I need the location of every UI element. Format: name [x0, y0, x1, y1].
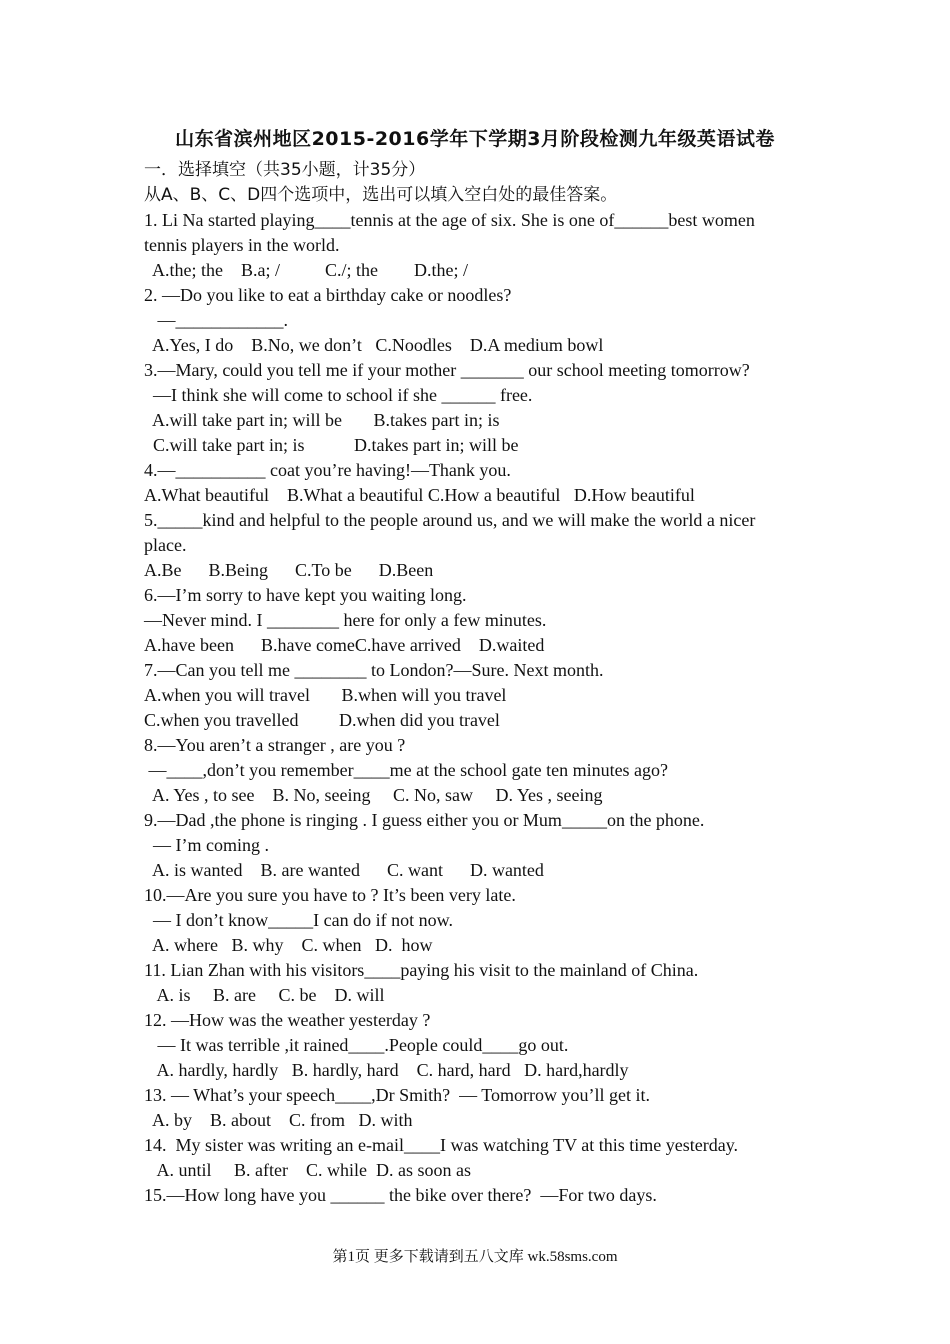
question-line: 6.—I’m sorry to have kept you waiting long.: [144, 585, 467, 605]
options-line: A.Be B.Being C.To be D.Been: [144, 560, 434, 580]
options-line: C.when you travelled D.when did you travel: [144, 710, 500, 730]
options-line: A.the; the B.a; / C./; the D.the; /: [144, 260, 468, 280]
options-line: A.have been B.have comeC.have arrived D.waited: [144, 635, 545, 655]
question-line: 5._____kind and helpful to the people around us, and we will make the world a nicer: [144, 510, 756, 530]
question-line: —____________.: [144, 310, 288, 330]
options-line: A.will take part in; will be B.takes part in; is: [144, 410, 500, 430]
page-footer: 第1页 更多下载请到五八文库 wk.58sms.com: [332, 1249, 618, 1265]
instruction-text: 从A、B、C、D四个选项中，选出可以填入空白处的最佳答案。: [144, 185, 618, 205]
options-line: A. until B. after C. while D. as soon as: [144, 1160, 471, 1180]
options-line: A. where B. why C. when D. how: [144, 935, 433, 955]
options-line: A. Yes , to see B. No, seeing C. No, saw D. Yes , seeing: [144, 785, 603, 805]
question-line: tennis players in the world.: [144, 235, 340, 255]
question-line: 14. My sister was writing an e-mail____I was watching TV at this time yesterday.: [144, 1135, 739, 1155]
question-line: 3.—Mary, could you tell me if your mother _______ our school meeting tomorrow?: [144, 360, 750, 380]
question-line: 2. —Do you like to eat a birthday cake or noodles?: [144, 285, 512, 305]
question-line: 13. — What’s your speech____,Dr Smith? — Tomorrow you’ll get it.: [144, 1085, 651, 1105]
question-line: —____,don’t you remember____me at the school gate ten minutes ago?: [144, 760, 669, 780]
options-line: A. is wanted B. are wanted C. want D. wanted: [144, 860, 544, 880]
question-line: 8.—You aren’t a stranger , are you ?: [144, 735, 406, 755]
options-line: A. is B. are C. be D. will: [144, 985, 385, 1005]
question-line: 10.—Are you sure you have to ? It’s been very late.: [144, 885, 516, 905]
question-line: — I don’t know_____I can do if not now.: [144, 910, 453, 930]
options-line: A. hardly, hardly B. hardly, hard C. hard, hard D. hard,hardly: [144, 1060, 629, 1080]
question-line: 12. —How was the weather yesterday ?: [144, 1010, 431, 1030]
options-line: A. by B. about C. from D. with: [144, 1110, 413, 1130]
question-line: 4.—__________ coat you’re having!—Thank you.: [144, 460, 511, 480]
question-line: — It was terrible ,it rained____.People could____go out.: [144, 1035, 569, 1055]
question-line: place.: [144, 535, 187, 555]
question-line: 7.—Can you tell me ________ to London?—Sure. Next month.: [144, 660, 604, 680]
question-line: 15.—How long have you ______ the bike over there? —For two days.: [144, 1185, 657, 1205]
section-heading: 一．选择填空（共35小题，计35分）: [144, 160, 426, 180]
options-line: A.when you will travel B.when will you travel: [144, 685, 507, 705]
question-line: —Never mind. I ________ here for only a few minutes.: [144, 610, 547, 630]
options-line: A.Yes, I do B.No, we don’t C.Noodles D.A medium bowl: [144, 335, 604, 355]
options-line: C.will take part in; is D.takes part in; will be: [144, 435, 519, 455]
question-line: 11. Lian Zhan with his visitors____paying his visit to the mainland of China.: [144, 960, 699, 980]
options-line: A.What beautiful B.What a beautiful C.How a beautiful D.How beautiful: [144, 485, 695, 505]
question-line: 9.—Dad ,the phone is ringing . I guess either you or Mum_____on the phone.: [144, 810, 705, 830]
question-line: —I think she will come to school if she ______ free.: [144, 385, 533, 405]
exam-content: [144, 158, 814, 1208]
question-line: — I’m coming .: [144, 835, 269, 855]
exam-title: 山东省滨州地区2015-2016学年下学期3月阶段检测九年级英语试卷: [175, 128, 775, 150]
question-line: 1. Li Na started playing____tennis at the age of six. She is one of______best women: [144, 210, 755, 230]
